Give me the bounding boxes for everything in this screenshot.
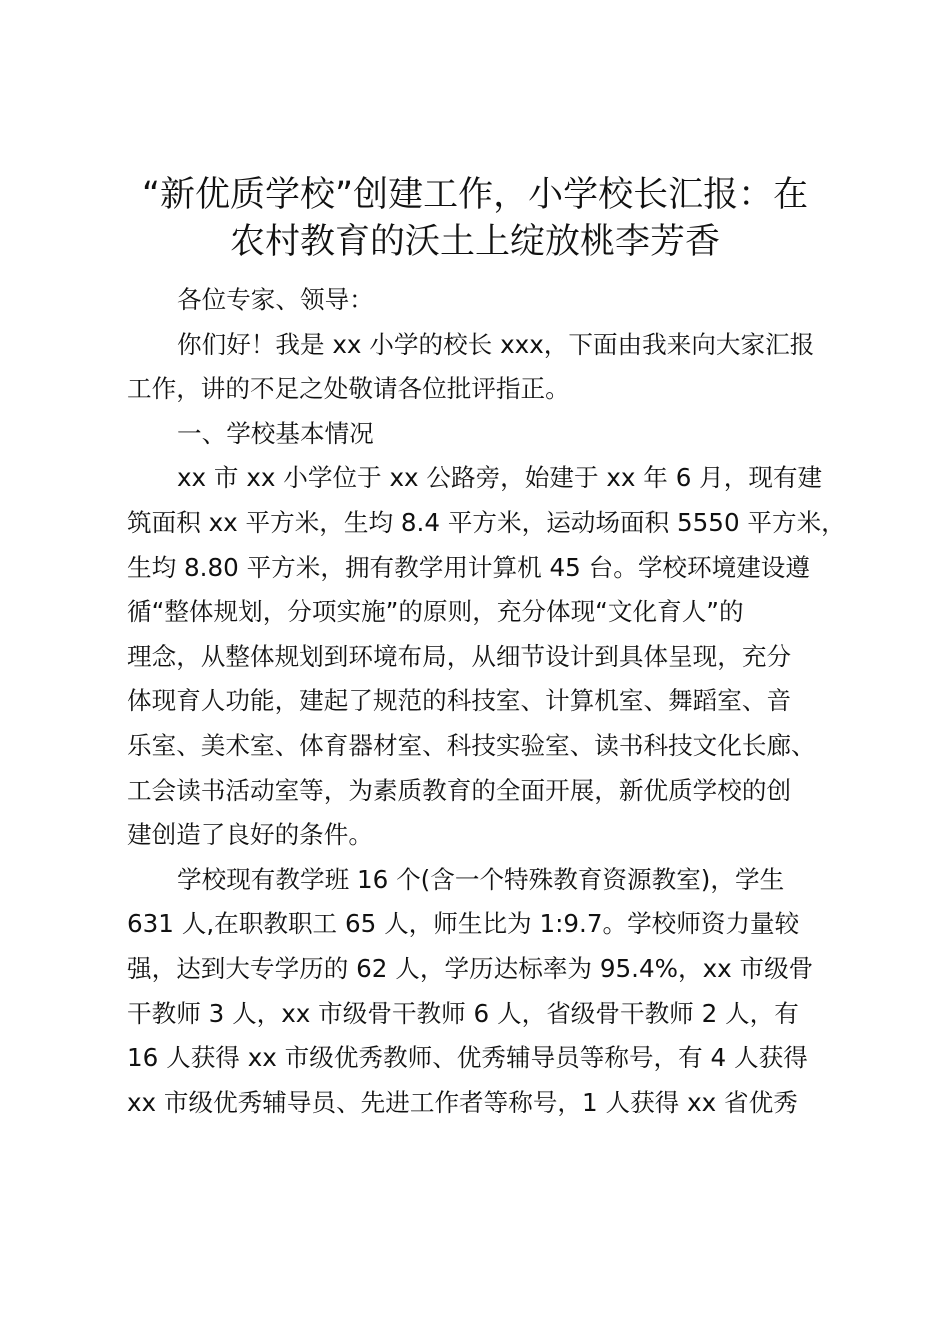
text-line: 体现育人功能，建起了规范的科技室、计算机室、舞蹈室、音 xyxy=(127,686,792,716)
text-line: 干教师 3 人，xx 市级骨干教师 6 人，省级骨干教师 2 人，有 xyxy=(127,998,799,1028)
document-title xyxy=(100,172,850,266)
text-line: 生均 8.80 平方米，拥有教学用计算机 45 台。学校环境建设遵 xyxy=(127,552,810,582)
text-line: 你们好！我是 xx 小学的校长 xxx，下面由我来向大家汇报 xyxy=(177,329,815,359)
text-line: 工作，讲的不足之处敬请各位批评指正。 xyxy=(127,374,570,404)
document-body xyxy=(127,278,846,1125)
text-line: 乐室、美术室、体育器材室、科技实验室、读书科技文化长廊、 xyxy=(127,730,816,760)
text-line: xx 市 xx 小学位于 xx 公路旁，始建于 xx 年 6 月，现有建 xyxy=(177,463,823,493)
title-line: 农村教育的沃土上绽放桃李芳香 xyxy=(229,222,720,262)
text-line: 循“整体规划，分项实施”的原则，充分体现“文化育人”的 xyxy=(127,597,744,627)
section-heading xyxy=(127,412,843,457)
text-line: 建创造了良好的条件。 xyxy=(127,820,373,850)
text-line: 各位专家、领导： xyxy=(177,285,374,314)
text-line: 16 人获得 xx 市级优秀教师、优秀辅导员等称号，有 4 人获得 xyxy=(127,1043,808,1073)
salutation-paragraph xyxy=(127,278,843,323)
title-line: “新优质学校”创建工作，小学校长汇报：在 xyxy=(141,175,809,215)
text-line: 理念，从整体规划到环境布局，从细节设计到具体呈现，充分 xyxy=(127,641,792,671)
school-overview-paragraph xyxy=(127,456,846,857)
text-line: xx 市级优秀辅导员、先进工作者等称号，1 人获得 xx 省优秀 xyxy=(127,1087,798,1117)
staff-overview-paragraph xyxy=(127,858,843,1126)
text-line: 一、学校基本情况 xyxy=(177,418,374,448)
text-line: 学校现有教学班 16 个(含一个特殊教育资源教室)，学生 xyxy=(177,864,785,894)
greeting-paragraph xyxy=(127,323,843,412)
text-line: 工会读书活动室等，为素质教育的全面开展，新优质学校的创 xyxy=(127,775,792,805)
text-line: 筑面积 xx 平方米，生均 8.4 平方米，运动场面积 5550 平方米， xyxy=(127,507,846,537)
text-line: 强，达到大专学历的 62 人，学历达标率为 95.4%，xx 市级骨 xyxy=(127,953,814,983)
text-line: 631 人,在职教职工 65 人，师生比为 1:9.7。学校师资力量较 xyxy=(127,909,800,939)
